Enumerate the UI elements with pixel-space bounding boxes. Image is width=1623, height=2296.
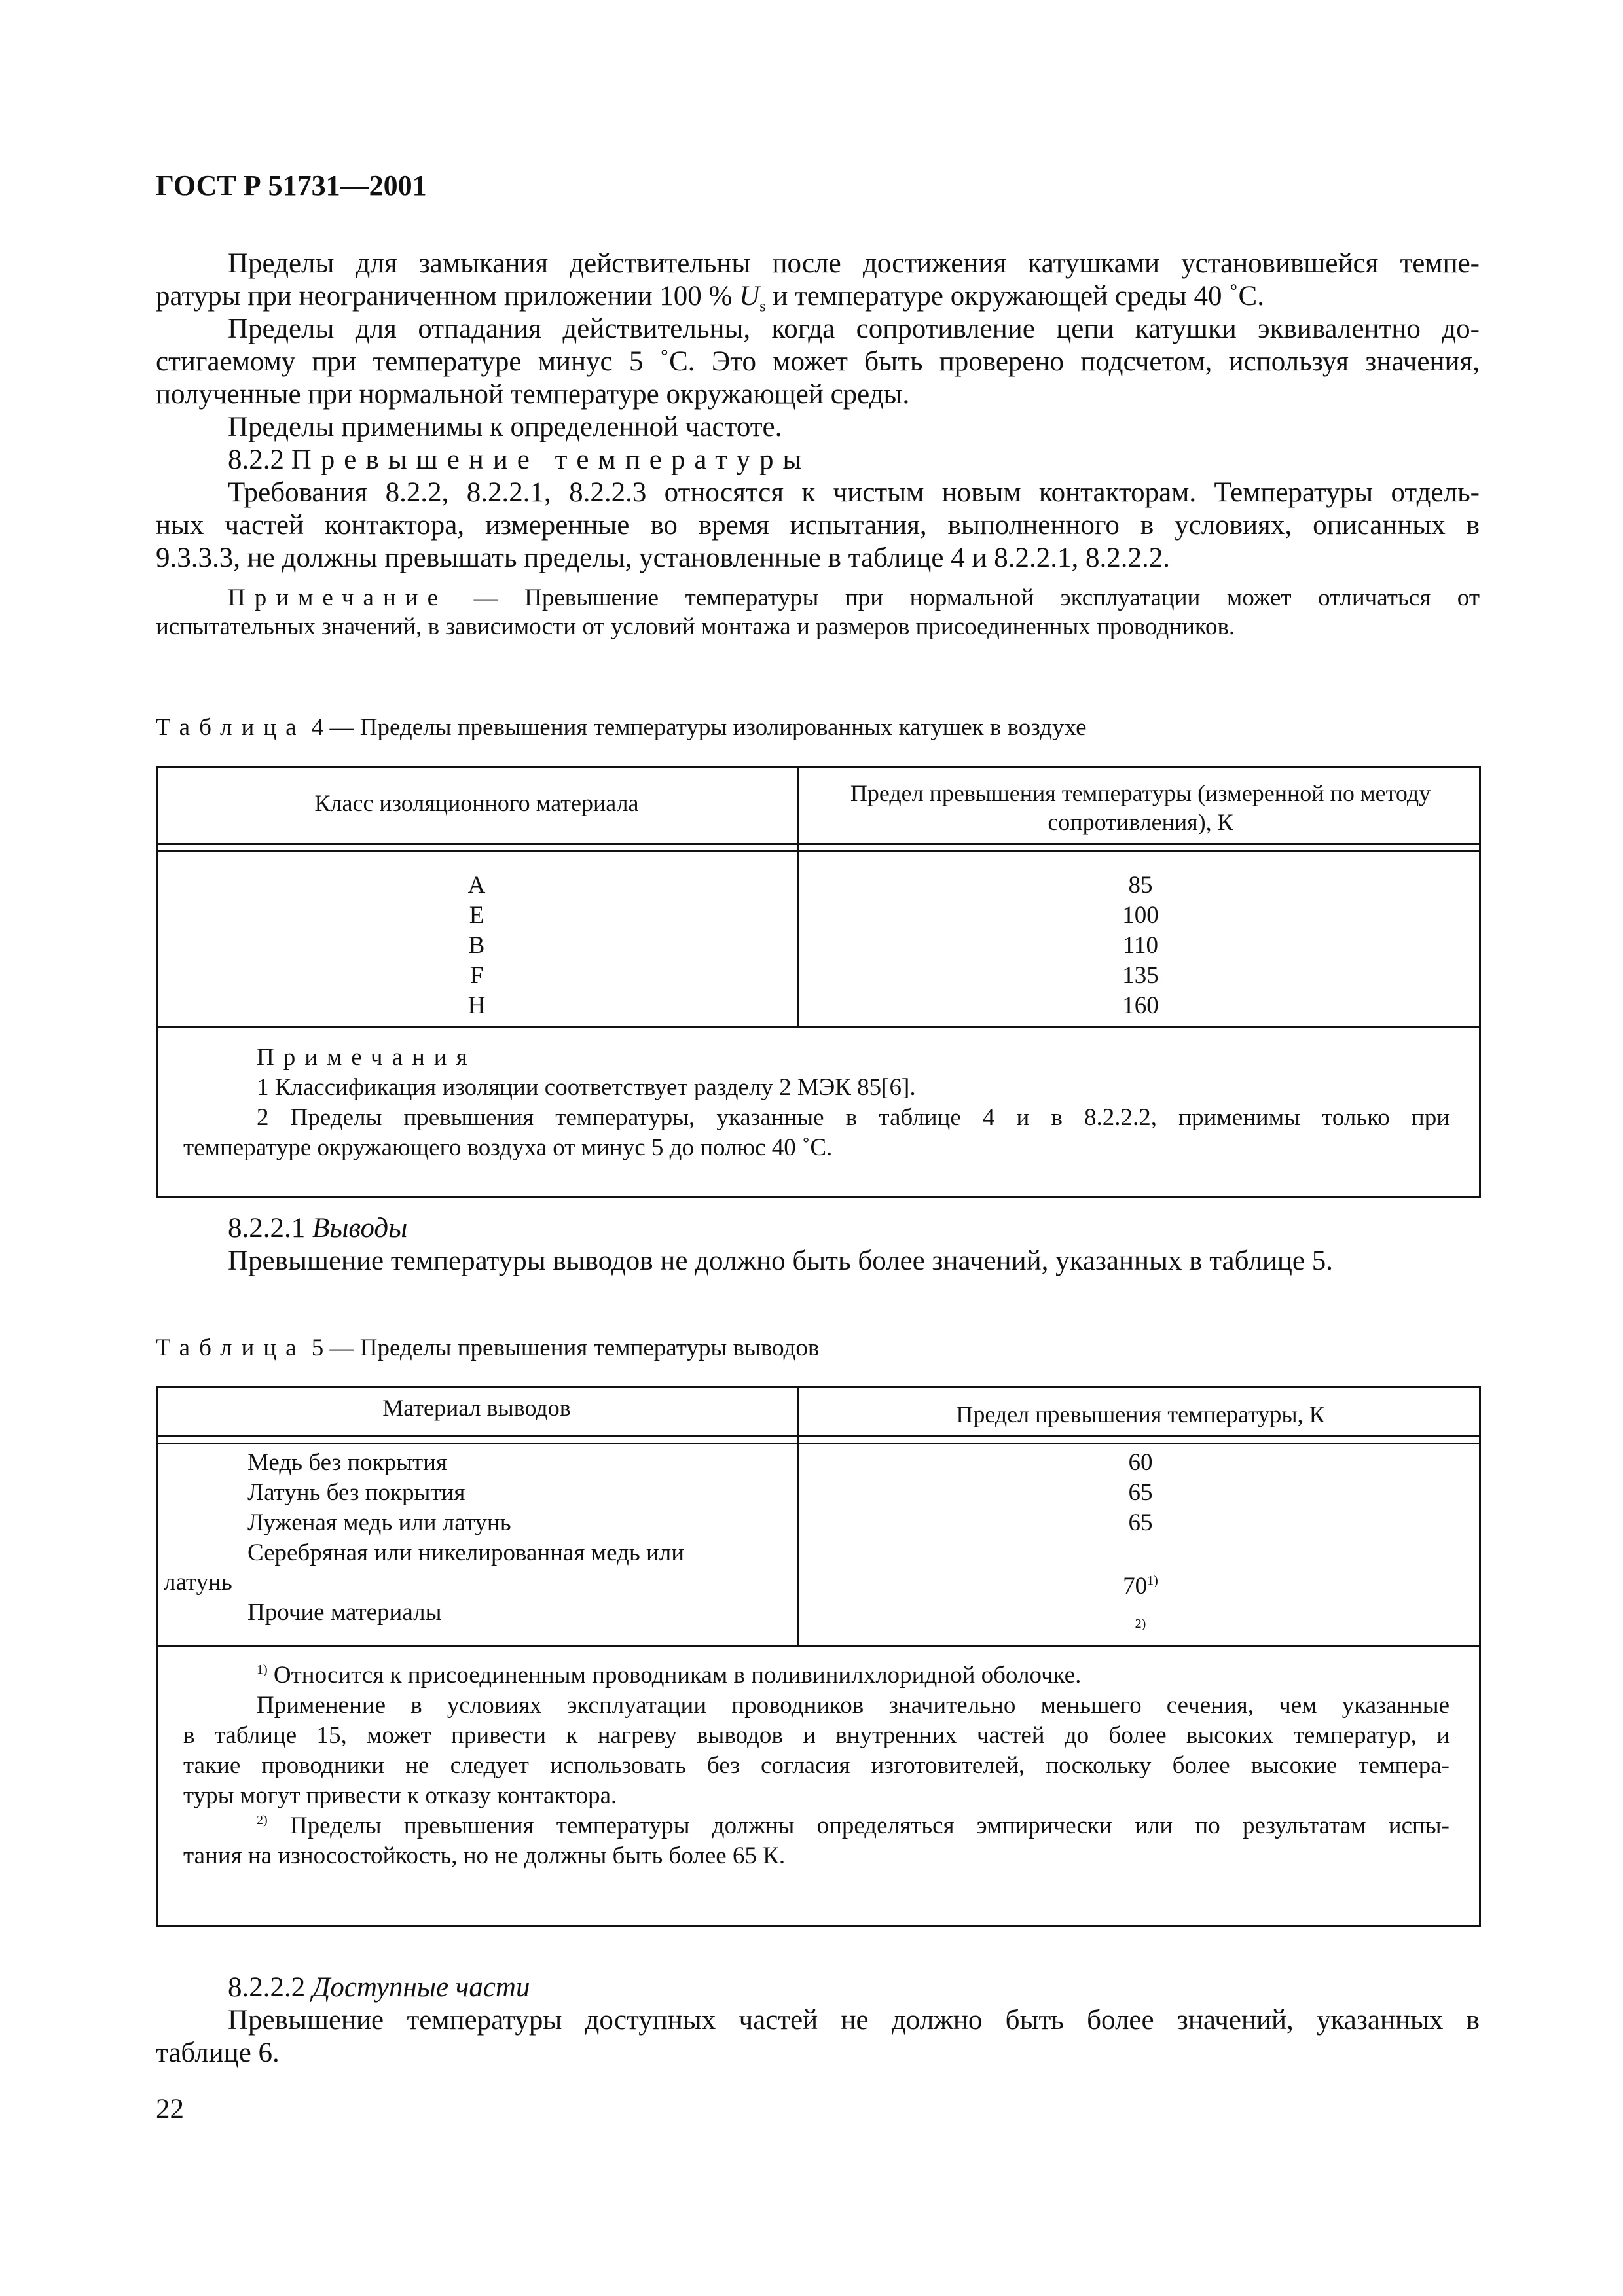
table-cell: 65 [1128, 1509, 1153, 1536]
table4-col2-header: Предел превышения температуры (измеренной по методу сопротивления), К [850, 780, 1431, 835]
section-heading: 8.2.2 Превышение температуры [228, 444, 811, 475]
table-cell: Прочие материалы [247, 1599, 442, 1626]
table5-footnote: такие проводники не следует использовать без согласия изготовителей, поскольку более высокие темпера- [183, 1752, 1450, 1779]
table4-class-column [156, 870, 797, 1021]
paragraph-line: Пределы для замыкания действительны после достижения катушками установившейся темпе- [228, 248, 1480, 279]
paragraph-line: Пределы для отпадания действительны, когда сопротивление цепи катушки эквивалентно до- [228, 314, 1480, 344]
table5-footnote: $^{2)}$ Пределы превышения температуры должны определяться эмпирически или по результатам испы- [257, 1812, 1450, 1839]
table-cell: Луженая медь или латунь [247, 1509, 511, 1536]
paragraph-line: ных частей контактора, измеренные во время испытания, выполненного в условиях, описанных в [156, 510, 1480, 541]
table-cell: 85 [1128, 872, 1153, 899]
table4-col1-header: Класс изоляционного материала [314, 790, 639, 816]
table5-col2-header: Предел превышения температуры, К [956, 1401, 1325, 1427]
table-cell: Н [467, 992, 486, 1019]
table5-material-column [247, 1448, 684, 1568]
table4-notes-title: Примечания [257, 1044, 477, 1071]
table-cell: 60 [1128, 1449, 1153, 1476]
table-cell: А [467, 872, 486, 899]
table-cell: 70$^{1)}$ [1123, 1573, 1158, 1600]
table5-footnote: в таблице 15, может привести к нагреву выводов и внутренних частей до более высоких температур, и [183, 1722, 1450, 1749]
table-cell: Латунь без покрытия [247, 1479, 465, 1506]
paragraph-line: полученные при нормальной температуре окружающей среды. [156, 379, 910, 410]
table-cell: Е [469, 902, 484, 929]
table5-limit-column [800, 1448, 1481, 1538]
table-cell: В [468, 932, 485, 959]
table-cell: 65 [1128, 1479, 1153, 1506]
paragraph-line: Превышение температуры выводов не должно быть более значений, указанных в таблице 5. [228, 1246, 1334, 1276]
document-header: ГОСТ Р 51731—2001 [156, 170, 427, 202]
table-cell: 135 [1122, 962, 1159, 989]
table-cell: Медь без покрытия [247, 1449, 447, 1476]
paragraph-line: стигаемому при температуре минус 5 ˚С. Это может быть проверено подсчетом, используя значения, [156, 346, 1480, 377]
note-line: испытательных значений, в зависимости от условий монтажа и размеров присоединенных проводников. [156, 613, 1235, 640]
table5-footnote: туры могут привести к отказу контактора. [183, 1782, 617, 1809]
paragraph-line: Требования 8.2.2, 8.2.2.1, 8.2.2.3 относятся к чистым новым контакторам. Температуры отдель- [228, 477, 1480, 508]
table5-footnote: $^{1)}$ Относится к присоединенным проводникам в поливинилхлоридной оболочке. [257, 1662, 1082, 1689]
table4-note: температуре окружающего воздуха от минус 5 до полюс 40 ˚С. [183, 1134, 833, 1161]
table5-col1-header: Материал выводов [382, 1395, 571, 1421]
table-cell: F [469, 962, 484, 989]
table4-caption: Таблица 4 — Пределы превышения температуры изолированных катушек в воздухе [156, 714, 1087, 741]
table-cell: 2) [1135, 1617, 1146, 1631]
section-heading: 8.2.2.2 Доступные части [228, 1972, 530, 2003]
table-cell: латунь [164, 1569, 232, 1596]
table-cell: 110 [1122, 932, 1159, 959]
page-number: 22 [156, 2094, 184, 2125]
paragraph-line: ратуры при неограниченном приложении 100 % $U_s$ и температуре окружающей среды 40 ˚С. [156, 281, 1264, 315]
table5-footnote: Применение в условиях эксплуатации проводников значительно меньшего сечения, чем указанные [257, 1692, 1450, 1719]
paragraph-line: Превышение температуры доступных частей не должно быть более значений, указанных в [228, 2005, 1480, 2036]
paragraph-line: 9.3.3.3, не должны превышать пределы, установленные в таблице 4 и 8.2.2.1, 8.2.2.2. [156, 543, 1170, 573]
table4-note: 1 Классификация изоляции соответствует разделу 2 МЭК 85[6]. [257, 1074, 916, 1101]
paragraph-line: таблице 6. [156, 2037, 280, 2068]
table-cell: 100 [1122, 902, 1159, 929]
table5-footnote: тания на износостойкость, но не должны быть более 65 К. [183, 1842, 786, 1869]
table5-caption: Таблица 5 — Пределы превышения температуры выводов [156, 1335, 820, 1361]
table4-limit-column [800, 870, 1481, 1021]
table-cell: Серебряная или никелированная медь или [247, 1539, 685, 1566]
section-heading: 8.2.2.1 Выводы [228, 1213, 408, 1244]
table4-note: 2 Пределы превышения температуры, указанные в таблице 4 и в 8.2.2.2, применимы только при [257, 1104, 1450, 1131]
table-cell: 160 [1122, 992, 1159, 1019]
paragraph-line: Пределы применимы к определенной частоте. [228, 412, 782, 442]
note-line: Примечание — Превышение температуры при нормальной эксплуатации может отличаться от [228, 584, 1480, 611]
